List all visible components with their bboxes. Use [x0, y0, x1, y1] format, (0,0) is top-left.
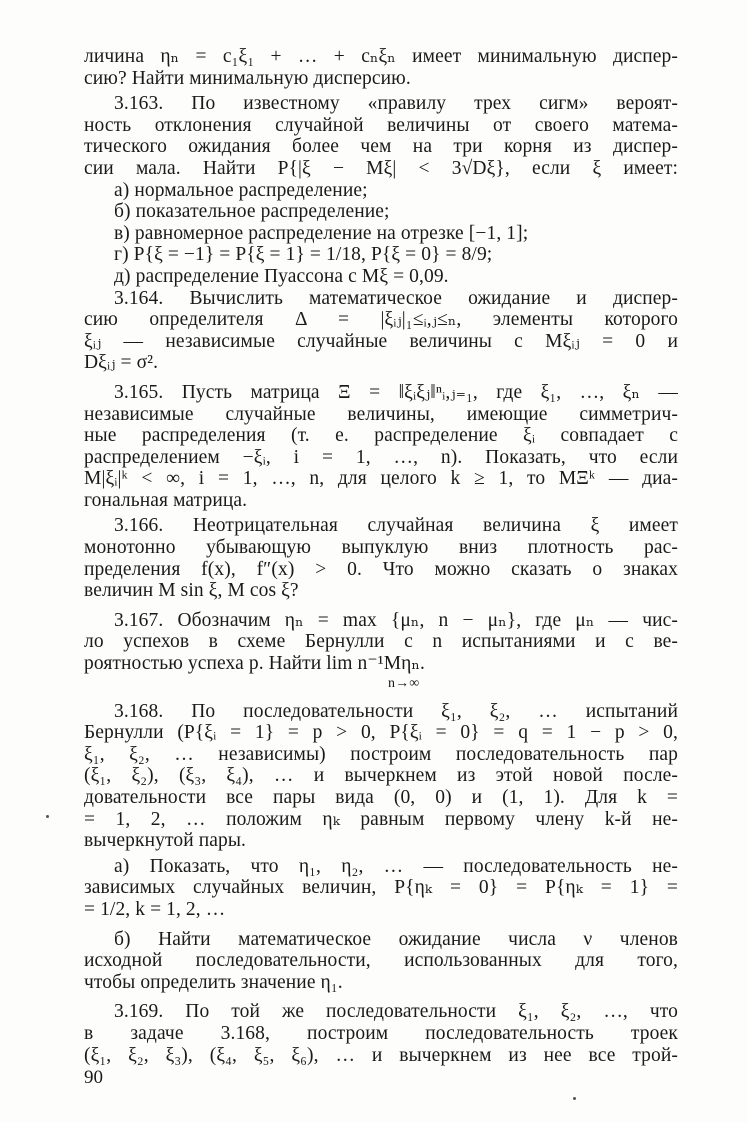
text-line: тического ожидания более чем на три корня из диспер-: [84, 136, 678, 158]
text-line: чтобы определить значение η₁.: [84, 971, 343, 993]
text-line: ность отклонения случайной величины от своего матема-: [84, 114, 678, 136]
text-line: (ξ₁, ξ₂), (ξ₃, ξ₄), … и вычеркнем из этой новой после-: [84, 765, 678, 787]
list-item-v: в) равномерное распределение на отрезке [−1, 1];: [114, 222, 529, 244]
text-line: ло успехов в схеме Бернулли с n испытаниями и с ве-: [84, 631, 678, 653]
list-item-d: д) распределение Пуассона с Mξ = 0,09.: [114, 265, 449, 287]
text-line: ξᵢⱼ — независимые случайные величины с Mξᵢⱼ = 0 и: [84, 330, 678, 352]
scan-speck: [573, 1097, 576, 1100]
sub-item-b: б) Найти математическое ожидание числа ν членов: [114, 928, 678, 950]
text-line: зависимых случайных величин, P{ηₖ = 0} = P{ηₖ = 1} =: [84, 877, 678, 899]
text-line: пределения f(x), f″(x) > 0. Что можно сказать о знаках: [84, 558, 678, 580]
text-line: гональная матрица.: [84, 489, 248, 511]
page-number: 90: [84, 1067, 103, 1088]
problem-3-166-heading-line: 3.166. Неотрицательная случайная величина ξ имеет: [114, 515, 678, 537]
limit-subscript: n→∞: [388, 675, 420, 691]
text-line: = 1/2, k = 1, 2, …: [84, 898, 226, 920]
text-line: роятностью успеха p. Найти lim n⁻¹Mηₙ.: [84, 653, 425, 675]
text-line: довательности все пары вида (0, 0) и (1, 1). Для k =: [84, 787, 678, 808]
scan-speck: [46, 815, 49, 818]
problem-3-169-heading-line: 3.169. По той же последовательности ξ₁, ξ₂, …, что: [114, 1001, 678, 1023]
text-line: ξ₁, ξ₂, … независимы) построим последовательность пар: [84, 743, 678, 765]
problem-3-164-heading-line: 3.164. Вычислить математическое ожидание и диспер-: [114, 287, 678, 309]
problem-3-167-heading-line: 3.167. Обозначим ηₙ = max {μₙ, n − μₙ}, где μₙ — чис-: [114, 609, 678, 631]
text-line: сию определителя Δ = |ξᵢⱼ|₁≤ᵢ,ⱼ≤ₙ, элементы которого: [84, 309, 678, 331]
list-item-a: а) нормальное распределение;: [114, 179, 368, 201]
text-line: сию? Найти минимальную дисперсию.: [84, 67, 411, 89]
text-line: в задаче 3.168, построим последовательность троек: [84, 1022, 678, 1044]
problem-3-165-heading-line: 3.165. Пусть матрица Ξ = ‖ξᵢξⱼ‖ⁿᵢ,ⱼ₌₁, где ξ₁, …, ξₙ —: [114, 381, 678, 403]
list-item-g: г) P{ξ = −1} = P{ξ = 1} = 1/18, P{ξ = 0} = 8/9;: [114, 244, 493, 266]
page-body: [84, 46, 678, 1066]
text-line: величин M sin ξ, M cos ξ?: [84, 580, 299, 602]
text-line: (ξ₁, ξ₂, ξ₃), (ξ₄, ξ₅, ξ₆), … и вычеркнем из нее все трой-: [84, 1044, 678, 1066]
problem-3-168-heading-line: 3.168. По последовательности ξ₁, ξ₂, … испытаний: [114, 700, 678, 722]
text-line: Dξᵢⱼ = σ².: [84, 352, 159, 374]
text-line: независимые случайные величины, имеющие симметрич-: [84, 403, 678, 425]
problem-3-163-heading-line: 3.163. По известному «правилу трех сигм» вероят-: [114, 93, 678, 115]
text-line: Бернулли (P{ξᵢ = 1} = p > 0, P{ξᵢ = 0} = q = 1 − p > 0,: [84, 722, 678, 744]
text-line: M|ξᵢ|ᵏ < ∞, i = 1, …, n, для целого k ≥ 1, то MΞᵏ — диа-: [84, 468, 678, 490]
text-line: личина ηₙ = c₁ξ₁ + … + cₙξₙ имеет минимальную диспер-: [84, 46, 678, 67]
text-line: сии мала. Найти P{|ξ − Mξ| < 3√Dξ}, если ξ имеет:: [84, 157, 678, 179]
text-line: ные распределения (т. е. распределение ξᵢ совпадает с: [84, 425, 678, 447]
text-line: монотонно убывающую выпуклую вниз плотность рас-: [84, 537, 678, 559]
text-line: вычеркнутой пары.: [84, 830, 247, 852]
text-line: распределением −ξᵢ, i = 1, …, n). Показать, что если: [84, 446, 678, 468]
list-item-b: б) показательное распределение;: [114, 201, 390, 223]
text-line: = 1, 2, … положим ηₖ равным первому члену k-й не-: [84, 808, 678, 830]
text-line: исходной последовательности, использованных для того,: [84, 950, 678, 972]
sub-item-a: а) Показать, что η₁, η₂, … — последовательность не-: [114, 855, 678, 877]
